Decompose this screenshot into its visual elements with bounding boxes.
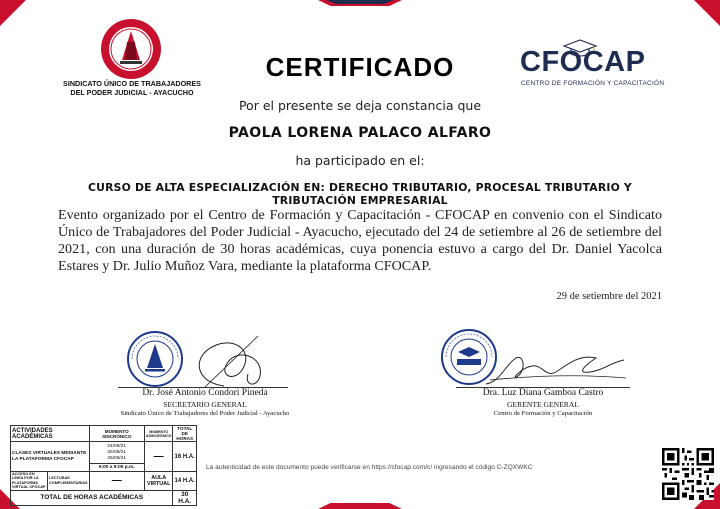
- row-readings-label: LECTURAS COMPLEMENTARIAS: [48, 472, 90, 491]
- recipient-name: PAOLA LORENA PALACO ALFARO: [228, 125, 492, 141]
- bottom-center-accent: [318, 503, 402, 509]
- participation-text: ha participado en el:: [295, 153, 425, 168]
- table-row: [11, 472, 197, 491]
- date-1: 24/09/21: [107, 443, 127, 449]
- date-2: 25/09/21: [107, 449, 127, 455]
- academic-hours-table: [10, 425, 197, 506]
- signatory-right-name: Dra. Luz Diana Gamboa Castro: [482, 388, 604, 398]
- signatory-right-org: Centro de Formación y Capacitación: [493, 410, 593, 417]
- row-readings-hours: 14 H.A.: [173, 472, 197, 491]
- header-total: TOTAL DE HORAS: [173, 426, 197, 442]
- row-virtual-classes-dates: [89, 442, 144, 464]
- row-virtual-classes-time: 6:00 a 9:00 p.m.: [89, 464, 144, 472]
- signatory-left-name: Dr. José Antonio Condori Pineda: [142, 388, 268, 398]
- header-activities: ACTIVIDADES ACADÉMICAS: [11, 426, 90, 442]
- signatory-left-org: Sindicato Único de Trabajadores del Poder Judicial - Ayacucho: [120, 410, 290, 417]
- row-virtual-classes-async: —: [144, 442, 173, 472]
- verification-note: La autenticidad de este documento puede verificarse en https://cfocap.com/c/ ingresando el código C-ZQXWKC: [206, 464, 533, 471]
- signatory-left-role: SECRETARIO GENERAL: [163, 400, 247, 409]
- qr-code-icon[interactable]: [662, 448, 714, 500]
- course-title: CURSO DE ALTA ESPECIALIZACIÓN EN: DERECHO TRIBUTARIO, PROCESAL TRIBUTARIO Y TRIBUTACIÓN EMPRESARIAL: [88, 181, 632, 207]
- corner-accent-top-left: [0, 0, 26, 26]
- header-sync: MOMENTO SINCRÓNICO: [89, 426, 144, 442]
- table-total-row: [11, 490, 197, 505]
- table-header-row: [11, 426, 197, 442]
- issue-date: 29 de setiembre del 2021: [556, 291, 662, 302]
- date-3: 26/09/21: [107, 455, 127, 461]
- corner-accent-top-right: [694, 0, 720, 26]
- total-hours: 30 H.A.: [173, 490, 197, 505]
- signatory-right-role: GERENTE GENERAL: [507, 400, 579, 409]
- top-center-accent-navy: [326, 0, 394, 4]
- row-virtual-classes-hours: 16 H.A.: [173, 442, 197, 472]
- row-online-access-label: ACCESO EN LÍNEA POR LA PLATAFORMA VIRTUAL CFOCAP: [11, 472, 48, 491]
- certificate-body: Evento organizado por el Centro de Formación y Capacitación - CFOCAP en convenio con el Sindicato Único de Trabajadores del Poder Judicial - Ayacucho, ejecutado del 24 de setiembre al 26 de setiembre del 2021, con una duración de 30 horas académicas, cuya ponencia estuvo a cargo del Dr. Daniel Yacolca Estares y Dr. Julio Muñoz Vara, mediante la plataforma CFOCAP.: [58, 207, 662, 274]
- row-readings-async: AULA VIRTUAL: [144, 472, 173, 491]
- row-readings-sync: —: [89, 472, 144, 491]
- union-name: SINDICATO ÚNICO DE TRABAJADORES DEL PODER JUDICIAL - AYACUCHO: [63, 79, 201, 97]
- intro-text: Por el presente se deja constancia que: [238, 98, 482, 113]
- certificate-title: CERTIFICADO: [265, 52, 455, 82]
- signature-left-icon: [184, 326, 284, 392]
- header-async: MOMENTO ASINCRÓNICO: [144, 426, 173, 442]
- total-label: TOTAL DE HORAS ACADÉMICAS: [11, 490, 173, 505]
- row-virtual-classes-label: CLASES VIRTUALES MEDIANTE LA PLATAFORMA CFOCAP: [11, 442, 90, 472]
- brand-subtitle: CENTRO DE FORMACIÓN Y CAPACITACIÓN: [521, 80, 665, 87]
- signature-right-icon: [480, 344, 630, 390]
- brand-name: CFOCAP: [520, 46, 646, 78]
- union-seal-icon: [126, 330, 184, 388]
- union-logo-icon: [100, 18, 162, 80]
- table-row: [11, 442, 197, 464]
